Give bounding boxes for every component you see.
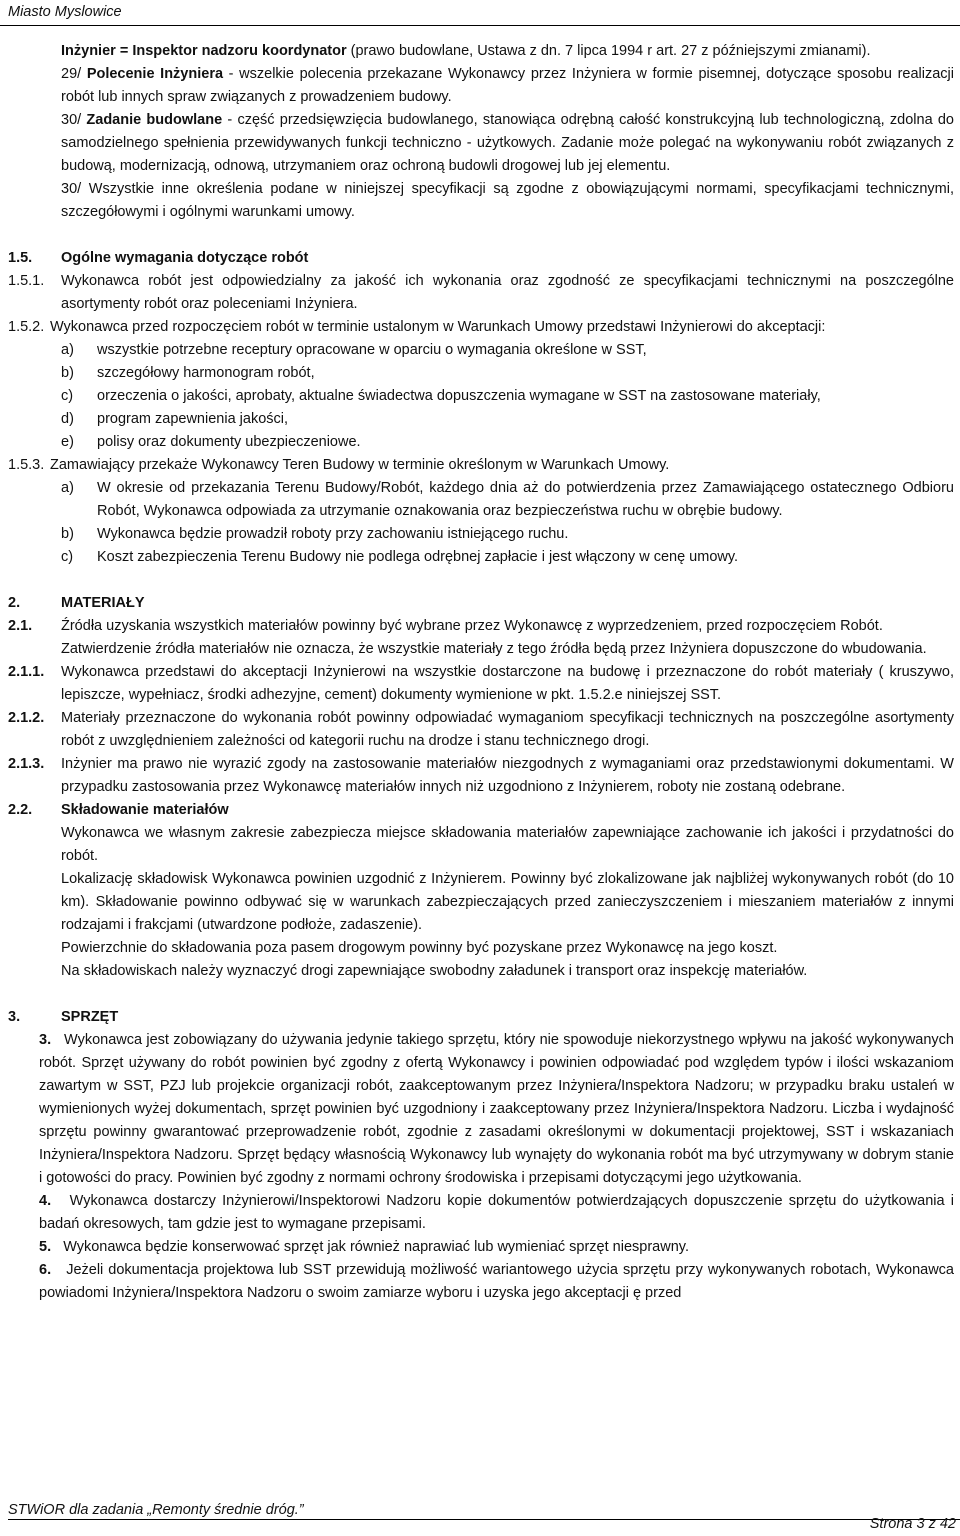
list-item-text: W okresie od przekazania Terenu Budowy/Robót, każdego dnia aż do potwierdzenia przez Zamawiającego ostatecznego Odbioru Robót, Wykonawca odpowiada za utrzymanie oznakowania oraz bezpieczeństwa ruchu w obrębie budowy. bbox=[97, 480, 954, 519]
paragraph-2-2 bbox=[8, 799, 954, 822]
paragraph-2-1-3 bbox=[8, 753, 954, 799]
equipment-number: 6. bbox=[39, 1262, 52, 1278]
list-item-text: program zapewnienia jakości, bbox=[97, 411, 289, 427]
storage-paragraph: Powierzchnie do składowania poza pasem drogowym powinny być pozyskane przez Wykonawcę na jego koszt. bbox=[61, 940, 778, 956]
equipment-list bbox=[8, 1029, 954, 1305]
list-item bbox=[8, 523, 954, 546]
list-item-marker: a) bbox=[61, 342, 74, 358]
list-item-marker: b) bbox=[61, 365, 74, 381]
list-item-text: Koszt zabezpieczenia Terenu Budowy nie podlega odrębnej zapłacie i jest włączony w cenę umowy. bbox=[97, 549, 739, 565]
definition-29: 29/ Polecenie Inżyniera - wszelkie polecenia przekazane Wykonawcy przez Inżyniera w formie pisemnej, dotyczące sposobu realizacji robót lub innych spraw związanych z prowadzeniem budowy. bbox=[61, 66, 954, 105]
header-divider bbox=[0, 25, 960, 26]
paragraph-title: Składowanie materiałów bbox=[61, 802, 229, 818]
equipment-paragraph bbox=[39, 1190, 954, 1236]
definition-term: Inżynier = Inspektor nadzoru koordynator bbox=[61, 43, 347, 59]
list-item bbox=[8, 477, 954, 523]
list-item bbox=[8, 546, 954, 569]
footer-divider bbox=[8, 1519, 960, 1520]
paragraph-number: 2.1.2. bbox=[8, 710, 45, 726]
equipment-number: 4. bbox=[39, 1193, 52, 1209]
list-item bbox=[8, 362, 954, 385]
list-item bbox=[8, 339, 954, 362]
paragraph-text: Wykonawca przed rozpoczęciem robót w terminie ustalonym w Warunkach Umowy przedstawi Inżynierowi do akceptacji: bbox=[50, 319, 826, 335]
footer-document-name: STWiOR dla zadania „Remonty średnie dróg.” bbox=[8, 1502, 304, 1518]
footer-page-number: Strona 3 z 42 bbox=[869, 1516, 956, 1532]
list-item-text: wszystkie potrzebne receptury opracowane w oparciu o wymagania określone w SST, bbox=[97, 342, 647, 358]
list-item bbox=[8, 408, 954, 431]
paragraph-number: 1.5.1. bbox=[8, 273, 45, 289]
list-item-text: polisy oraz dokumenty ubezpieczeniowe. bbox=[97, 434, 361, 450]
paragraph-text: Wykonawca robót jest odpowiedzialny za jakość ich wykonania oraz zgodność ze specyfikacjami technicznymi na poszczególne asortymenty robót oraz poleceniami Inżyniera. bbox=[61, 273, 954, 312]
section-3-heading bbox=[8, 1006, 954, 1029]
equipment-paragraph bbox=[39, 1236, 954, 1259]
list-item-marker: d) bbox=[61, 411, 74, 427]
section-2-heading bbox=[8, 592, 954, 615]
section-title: Ogólne wymagania dotyczące robót bbox=[61, 250, 309, 266]
paragraph-text: Zatwierdzenie źródła materiałów nie oznacza, że wszystkie materiały z tego źródła będą przez Inżyniera dopuszczone do wbudowania. bbox=[61, 641, 927, 657]
paragraph-number: 2.1.3. bbox=[8, 756, 45, 772]
list-item-marker: c) bbox=[61, 388, 74, 404]
paragraph-text: Źródła uzyskania wszystkich materiałów powinny być wybrane przez Wykonawcę z wyprzedzeniem, przed rozpoczęciem Robót. bbox=[61, 618, 883, 634]
paragraph-text: Inżynier ma prawo nie wyrazić zgody na zastosowanie materiałów niezgodnych z wymaganiami oraz przedstawionymi dokumentami. W przypadku zastosowania przez Wykonawcę materiałów innych niż uzgodniono z Inżynierem, roboty nie zostaną odebrane. bbox=[61, 756, 954, 795]
paragraph-2-1-2 bbox=[8, 707, 954, 753]
list-item-text: Wykonawca będzie prowadził roboty przy zachowaniu istniejącego ruchu. bbox=[97, 526, 569, 542]
list-item-marker: c) bbox=[61, 549, 74, 565]
equipment-number: 3. bbox=[39, 1032, 52, 1048]
list-item-marker: b) bbox=[61, 526, 74, 542]
list-item bbox=[8, 385, 954, 408]
paragraph-number: 1.5.3. bbox=[8, 457, 45, 473]
equipment-paragraph bbox=[39, 1259, 954, 1305]
document-header: Miasto Myslowice bbox=[8, 4, 122, 20]
list-item-text: orzeczenia o jakości, aprobaty, aktualne świadectwa dopuszczenia wymagane w SST na zastosowane materiały, bbox=[97, 388, 821, 404]
paragraph-text: Materiały przeznaczone do wykonania robót powinny odpowiadać wymaganiom specyfikacji technicznych na poszczególne asortymenty robót z uwzględnieniem zależności od kategorii ruchu na drodze i stanu technicznego drogi. bbox=[61, 710, 954, 749]
paragraph-text: Zamawiający przekaże Wykonawcy Teren Budowy w terminie określonym w Warunkach Umowy. bbox=[50, 457, 670, 473]
paragraph-1-5-2 bbox=[8, 316, 954, 339]
storage-paragraph: Lokalizację składowisk Wykonawca powinien uzgodnić z Inżynierem. Powinny być zlokalizowane jak najbliżej wykonywanych robót (do 10 km). Składowanie powinno odbywać się w warunkach zabezpieczających przed zanieczyszczeniem i mieszaniem materiałów z innymi rodzajami i frakcjami (utwardzone podłoże, zadaszenie). bbox=[61, 871, 954, 933]
paragraph-number: 2.1.1. bbox=[8, 664, 45, 680]
paragraph-number: 1.5.2. bbox=[8, 319, 45, 335]
equipment-text: Jeżeli dokumentacja projektowa lub SST przewidują możliwość wariantowego użycia sprzętu przy wykonywanych robotach, Wykonawca powiadomi Inżyniera/Inspektora Nadzoru o swoim zamiarze wyboru i uzyska jego akceptacji ę przed bbox=[39, 1262, 954, 1301]
section-title: MATERIAŁY bbox=[61, 595, 145, 611]
equipment-text: Wykonawca dostarczy Inżynierowi/Inspektorowi Nadzoru kopie dokumentów potwierdzających dopuszczenie sprzętu do użytkowania i badań okresowych, tam gdzie jest to wymagane przepisami. bbox=[39, 1193, 954, 1232]
section-title: SPRZĘT bbox=[61, 1009, 119, 1025]
paragraph-2-1 bbox=[8, 615, 954, 661]
definition-term: Zadanie budowlane bbox=[86, 112, 223, 128]
storage-paragraphs bbox=[8, 822, 954, 983]
equipment-text: Wykonawca jest zobowiązany do używania jedynie takiego sprzętu, który nie spowoduje niekorzystnego wpływu na jakość wykonywanych robót. Sprzęt używany do robót powinien być zgodny z ofertą Wykonawcy i powinien odpowiadać pod względem typów i ilości wskazaniom zawartym w SST, PZJ lub projekcie organizacji robót, zaakceptowanym przez Inżyniera/Inspektora Nadzoru; w przypadku braku ustaleń w wymienionych wyżej dokumentach, sprzęt powinien być uzgodniony i zaakceptowany przez Inżyniera/Inspektora Nadzoru. Liczba i wydajność sprzętu powinny gwarantować przeprowadzenie robót, zgodnie z zasadami określonymi w dokumentacji projektowej, SST i wskazaniach Inżyniera/Inspektora Nadzoru. Sprzęt będący własnością Wykonawcy lub wynajęty do wykonania robót ma być utrzymywany w dobrym stanie i gotowości do pracy. Powinien być zgodny z normami ochrony środowiska i przepisami dotyczącymi jego użytkowania. bbox=[39, 1032, 954, 1186]
page-content bbox=[8, 40, 954, 1305]
equipment-paragraph bbox=[39, 1029, 954, 1190]
list-item-text: szczegółowy harmonogram robót, bbox=[97, 365, 315, 381]
section-number: 1.5. bbox=[8, 250, 33, 266]
equipment-number: 5. bbox=[39, 1239, 52, 1255]
paragraph-number: 2.1. bbox=[8, 618, 33, 634]
storage-paragraph: Wykonawca we własnym zakresie zabezpiecza miejsce składowania materiałów zapewniające zachowanie ich jakości i przydatności do robót. bbox=[61, 825, 954, 864]
definition-term: Polecenie Inżyniera bbox=[86, 66, 224, 82]
equipment-text: Wykonawca będzie konserwować sprzęt jak również naprawiać lub wymieniać sprzęt niesprawny. bbox=[63, 1239, 689, 1255]
storage-paragraph: Na składowiskach należy wyznaczyć drogi zapewniające swobodny załadunek i transport oraz inspekcję materiałów. bbox=[61, 963, 808, 979]
definition-30-other: 30/ Wszystkie inne określenia podane w niniejszej specyfikacji są zgodne z obowiązującymi normami, specyfikacjami technicznymi, szczegółowymi i ogólnymi warunkami umowy. bbox=[61, 181, 954, 220]
list-1-5-3 bbox=[8, 477, 954, 569]
definition-inzynier: Inżynier = Inspektor nadzoru koordynator (prawo budowlane, Ustawa z dn. 7 lipca 1994 r art. 27 z późniejszymi zmianami). bbox=[61, 43, 871, 59]
section-number: 3. bbox=[8, 1009, 21, 1025]
definition-30: 30/ Zadanie budowlane - część przedsięwzięcia budowlanego, stanowiąca odrębną całość konstrukcyjną lub technologiczną, zdolna do samodzielnego spełnienia przewidywanych funkcji techniczno - użytkowych. Zadanie może polegać na wykonywaniu robót związanych z budową, modernizacją, odnową, utrzymaniem oraz ochroną budowli drogowej lub jej elementu. bbox=[61, 112, 954, 174]
paragraph-2-1-1 bbox=[8, 661, 954, 707]
list-item bbox=[8, 431, 954, 454]
list-item-marker: a) bbox=[61, 480, 74, 496]
paragraph-1-5-1 bbox=[8, 270, 954, 316]
paragraph-1-5-3 bbox=[8, 454, 954, 477]
list-1-5-2 bbox=[8, 339, 954, 454]
section-number: 2. bbox=[8, 595, 21, 611]
paragraph-text: Wykonawca przedstawi do akceptacji Inżynierowi na wszystkie dostarczone na budowę i przeznaczone do robót materiały ( kruszywo, lepiszcze, wypełniacz, środki adhezyjne, cement) dokumenty wymienione w pkt. 1.5.2.e niniejszej SST. bbox=[61, 664, 954, 703]
paragraph-number: 2.2. bbox=[8, 802, 33, 818]
section-1-5-heading bbox=[8, 247, 954, 270]
list-item-marker: e) bbox=[61, 434, 74, 450]
